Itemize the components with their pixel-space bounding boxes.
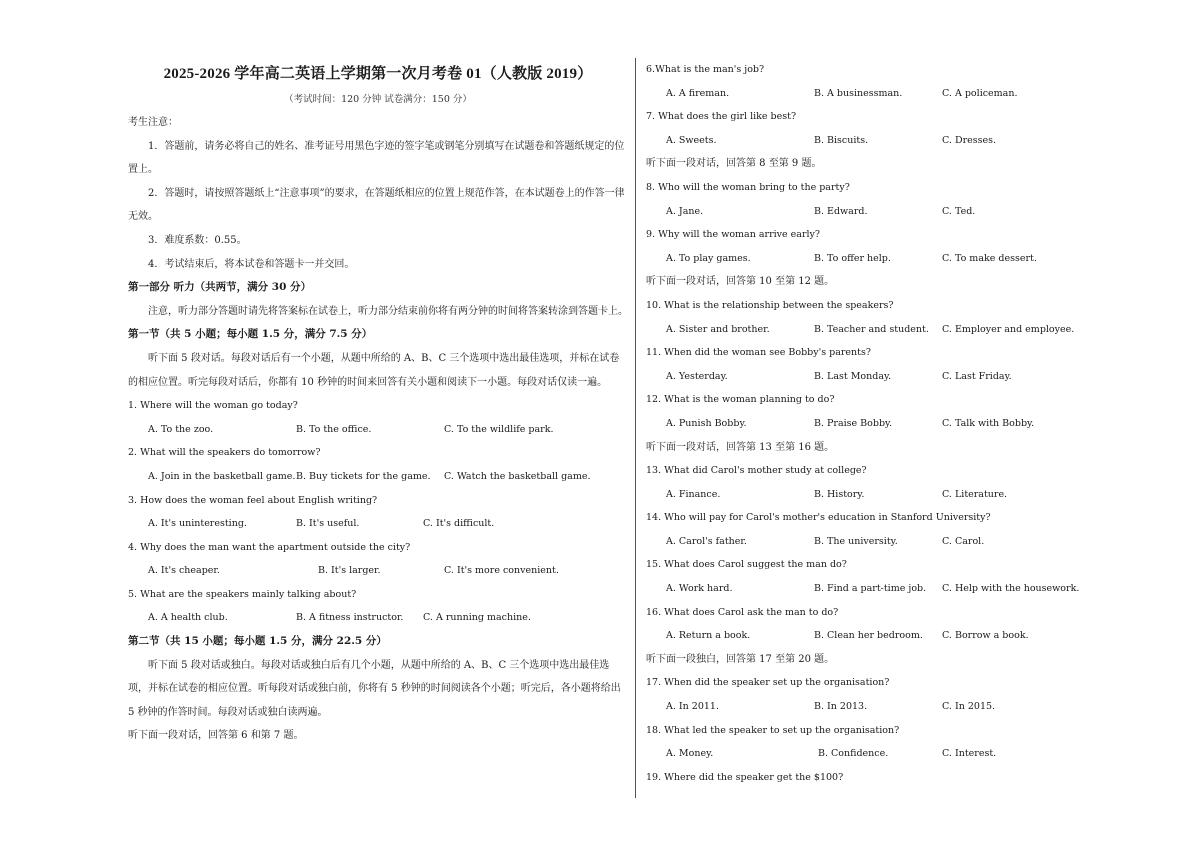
option-c: C. Carol.: [942, 535, 985, 547]
question-8-options: [646, 200, 1166, 224]
option-a: A. Carol's father.: [666, 535, 747, 547]
note-item-4: 4．考试结束后，将本试卷和答题卡一并交回。: [148, 258, 355, 270]
question-18-options: [646, 742, 1166, 766]
option-c: C. Watch the basketball game.: [444, 470, 591, 482]
option-b: B. In 2013.: [814, 701, 868, 713]
question-3-options: [128, 512, 628, 536]
option-b: B. Clean her bedroom.: [814, 630, 923, 642]
option-c: C. Help with the housework.: [942, 583, 1080, 595]
option-a: A. Finance.: [666, 488, 721, 500]
option-b: B. Buy tickets for the game.: [296, 470, 431, 482]
question-10-options: [646, 318, 1166, 342]
instruction-q8-9: 听下面一段对话，回答第 8 至第 9 题。: [646, 158, 822, 170]
option-c: C. A running machine.: [423, 612, 531, 624]
section1-heading: 第一节（共 5 小题；每小题 1.5 分，满分 7.5 分）: [128, 328, 373, 341]
option-b: B. Last Monday.: [814, 370, 892, 382]
option-c: C. It's difficult.: [423, 518, 495, 530]
option-a: A. A fireman.: [666, 87, 730, 99]
question-5-options: [128, 606, 628, 630]
question-9-options: [646, 247, 1166, 271]
option-b: B. To the office.: [296, 423, 372, 435]
note-item-2: 2．答题时，请按照答题纸上“注意事项”的要求，在答题纸相应的位置上规范作答，在本试题卷上的作答一律无效。: [128, 187, 625, 223]
page-title: 2025-2026 学年高二英语上学期第一次月考卷 01（人教版 2019）: [163, 66, 593, 82]
column-divider: [635, 58, 636, 798]
option-b: B. The university.: [814, 535, 898, 547]
option-a: A. Jane.: [666, 205, 704, 217]
option-a: A. Return a book.: [666, 630, 751, 642]
question-12: 12. What is the woman planning to do?: [646, 394, 835, 406]
question-2: 2. What will the speakers do tomorrow?: [128, 447, 321, 459]
right-column: [646, 60, 1166, 789]
option-b: B. A businessman.: [814, 87, 903, 99]
question-9: 9. Why will the woman arrive early?: [646, 229, 820, 241]
option-a: A. A health club.: [148, 612, 228, 624]
question-15: 15. What does Carol suggest the man do?: [646, 559, 847, 571]
question-18: 18. What led the speaker to set up the organisation?: [646, 724, 900, 736]
option-c: C. Dresses.: [942, 134, 997, 146]
left-column: [128, 60, 628, 748]
option-c: C. In 2015.: [942, 701, 996, 713]
question-13-options: [646, 483, 1166, 507]
option-b: B. Confidence.: [818, 748, 889, 760]
instruction-q10-12: 听下面一段对话，回答第 10 至第 12 题。: [646, 276, 835, 288]
question-14: 14. Who will pay for Carol's mother's education in Stanford University?: [646, 512, 991, 524]
note-item-3: 3．难度系数：0.55。: [148, 234, 247, 246]
question-7: 7. What does the girl like best?: [646, 111, 797, 123]
option-c: C. Borrow a book.: [942, 630, 1029, 642]
option-c: C. Talk with Bobby.: [942, 417, 1035, 429]
option-c: C. It's more convenient.: [444, 565, 559, 577]
option-a: A. Sister and brother.: [666, 323, 770, 335]
question-13: 13. What did Carol's mother study at college?: [646, 465, 867, 477]
option-b: B. Edward.: [814, 205, 868, 217]
section2-intro: 听下面 5 段对话或独白。每段对话或独白后有几个小题，从题中所给的 A、B、C 三个选项中选出最佳选项，并标在试卷的相应位置。听每段对话或独白前，你将有 5 秒钟的时间阅读各个小题；听完后，各小题将给出 5 秒钟的作答时间。每段对话或独白读两遍。: [128, 659, 621, 718]
option-c: C. To make dessert.: [942, 252, 1037, 264]
question-15-options: [646, 577, 1166, 601]
note-item-1: 1．答题前，请务必将自己的姓名、准考证号用黑色字迹的签字笔或钢笔分别填写在试题卷和答题纸规定的位置上。: [128, 140, 625, 176]
question-16: 16. What does Carol ask the man to do?: [646, 606, 839, 618]
question-10: 10. What is the relationship between the speakers?: [646, 299, 894, 311]
option-c: C. A policeman.: [942, 87, 1018, 99]
notes-heading: 考生注意：: [128, 117, 178, 128]
option-c: C. Interest.: [942, 748, 997, 760]
option-a: A. In 2011.: [666, 701, 719, 713]
option-a: A. Yesterday.: [666, 370, 728, 382]
option-b: B. History.: [814, 488, 865, 500]
option-b: B. It's useful.: [296, 518, 360, 530]
option-b: B. A fitness instructor.: [296, 612, 404, 624]
question-1-options: [128, 418, 628, 442]
part1-heading: 第一部分 听力（共两节，满分 30 分）: [128, 281, 312, 294]
question-6-options: [646, 82, 1166, 106]
question-5: 5. What are the speakers mainly talking about?: [128, 588, 357, 600]
question-2-options: [128, 465, 628, 489]
question-12-options: [646, 412, 1166, 436]
instruction-q13-16: 听下面一段对话，回答第 13 至第 16 题。: [646, 441, 835, 453]
exam-info: （考试时间：120 分钟 试卷满分：150 分）: [284, 94, 472, 105]
option-b: B. To offer help.: [814, 252, 891, 264]
option-c: C. Employer and employee.: [942, 323, 1075, 335]
question-11-options: [646, 365, 1166, 389]
option-c: C. Ted.: [942, 205, 976, 217]
option-a: A. Money.: [666, 748, 714, 760]
question-4: 4. Why does the man want the apartment outside the city?: [128, 541, 411, 553]
option-c: C. To the wildlife park.: [444, 423, 554, 435]
part1-intro: 注意，听力部分答题时请先将答案标在试卷上，听力部分结束前你将有两分钟的时间将答案转涂到答题卡上。: [148, 305, 628, 317]
question-16-options: [646, 624, 1166, 648]
question-7-options: [646, 129, 1166, 153]
option-b: B. It's larger.: [318, 565, 381, 577]
instruction-q6-7: 听下面一段对话，回答第 6 和第 7 题。: [128, 730, 304, 742]
option-a: A. It's uninteresting.: [148, 518, 247, 530]
question-4-options: [128, 559, 628, 583]
option-b: B. Biscuits.: [814, 134, 869, 146]
option-a: A. To the zoo.: [148, 423, 214, 435]
option-c: C. Last Friday.: [942, 370, 1012, 382]
question-6: 6.What is the man's job?: [646, 64, 765, 75]
option-a: A. To play games.: [666, 252, 751, 264]
question-19: 19. Where did the speaker get the $100?: [646, 771, 844, 783]
instruction-q17-20: 听下面一段独白，回答第 17 至第 20 题。: [646, 653, 835, 665]
option-a: A. Sweets.: [666, 134, 717, 146]
question-17-options: [646, 695, 1166, 719]
question-11: 11. When did the woman see Bobby's parents?: [646, 347, 871, 359]
question-14-options: [646, 530, 1166, 554]
option-b: B. Praise Bobby.: [814, 417, 893, 429]
option-c: C. Literature.: [942, 488, 1008, 500]
option-a: A. Work hard.: [666, 583, 733, 595]
section2-heading: 第二节（共 15 小题；每小题 1.5 分，满分 22.5 分）: [128, 635, 387, 648]
option-b: B. Teacher and student.: [814, 323, 929, 335]
option-a: A. Punish Bobby.: [666, 417, 747, 429]
option-a: A. It's cheaper.: [148, 565, 220, 577]
question-1: 1. Where will the woman go today?: [128, 400, 298, 412]
question-3: 3. How does the woman feel about English writing?: [128, 494, 378, 506]
question-8: 8. Who will the woman bring to the party?: [646, 181, 850, 193]
option-b: B. Find a part-time job.: [814, 583, 927, 595]
question-17: 17. When did the speaker set up the organisation?: [646, 677, 890, 689]
option-a: A. Join in the basketball game.: [148, 470, 296, 482]
section1-intro: 听下面 5 段对话。每段对话后有一个小题，从题中所给的 A、B、C 三个选项中选出最佳选项，并标在试卷的相应位置。听完每段对话后，你都有 10 秒钟的时间来回答有关小题和阅读下一小题。每段对话仅读一遍。: [128, 352, 620, 388]
